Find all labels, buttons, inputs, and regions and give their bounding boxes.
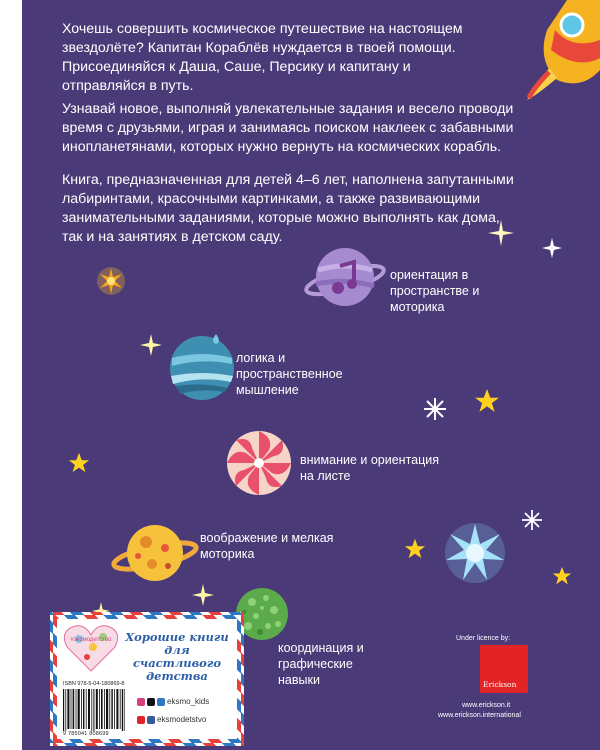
publisher-url-1[interactable]: www.erickson.it: [462, 702, 511, 709]
vk-icon: [157, 698, 165, 706]
blue-star-icon: [442, 520, 508, 586]
star-icon: [68, 452, 90, 474]
barcode: [63, 689, 125, 731]
rocket-illustration: [527, 0, 600, 100]
music-planet-icon: [302, 244, 392, 310]
social-handle-row-2: [137, 715, 206, 724]
social-handle-2[interactable]: eksmodetstvo: [157, 715, 207, 724]
sparkle-star-icon: [424, 398, 446, 420]
skill-label-orientation: ориентация в пространстве и моторика: [390, 268, 480, 314]
social-handle-1[interactable]: eksmo_kids: [167, 697, 210, 706]
skill-label-imagination: воображение и мелкая моторика: [200, 531, 334, 561]
youtube-icon: [137, 716, 145, 724]
erickson-logo: [480, 645, 528, 693]
heart-logo-text: #эксмодетство: [70, 637, 112, 643]
description-paragraph-3: Книга, предназначенная для детей 4–6 лет, наполнена запутанными лабиринтами, красочными картинками, а также развивающими занимательными заданиями, которые можно выполнять как дома, так и на занятиях в детском саду.: [62, 172, 514, 245]
sun-star-icon: [96, 266, 126, 296]
description-paragraph-2: Узнавай новое, выполняй увлекательные задания и весело проводи время с друзьями, играя и занимаясь поиском наклеек с забавными инопланетянами, которых нужно вернуть на космических корабль.: [62, 101, 514, 155]
skill-label-coordination: координация и графические навыки: [278, 641, 364, 687]
isbn-text: ISBN 978-5-04-180869-8: [63, 681, 125, 687]
star-icon: [404, 538, 426, 560]
heart-logo-icon: [63, 623, 119, 673]
facebook-icon: [147, 716, 155, 724]
star-icon: [474, 388, 500, 414]
tiktok-icon: [147, 698, 155, 706]
cheese-planet-icon: [110, 518, 200, 588]
publisher-url-2[interactable]: www.erickson.international: [438, 712, 521, 719]
back-cover: [22, 0, 600, 750]
candy-planet-icon: [224, 428, 294, 498]
skill-label-attention: внимание и ориентация на листе: [300, 453, 440, 483]
social-handle-row-1: [137, 697, 209, 706]
instagram-icon: [137, 698, 145, 706]
erickson-logo-text: Erickson: [483, 680, 517, 689]
description-paragraph-1: Хочешь совершить космическое путешествие на настоящем звездолёте? Капитан Кораблёв нуждается в твоей помощи. Присоединяйся к Даша, Саше, Персику и капитану и отправляйся в путь.: [62, 21, 463, 94]
series-stamp: [50, 612, 244, 746]
sparkle-star-icon: [140, 334, 162, 356]
star-icon: [552, 566, 572, 586]
sparkle-star-icon: [488, 220, 514, 246]
water-planet-icon: [166, 330, 238, 402]
series-title: Хорошие книги для счастливого детства: [125, 630, 229, 683]
barcode-number: 9 785041 808699: [63, 731, 109, 737]
sparkle-star-icon: [522, 510, 542, 530]
sparkle-star-icon: [542, 238, 562, 258]
skill-label-logic: логика и пространственное мышление: [236, 351, 343, 397]
licence-text: Under licence by:: [456, 635, 511, 642]
